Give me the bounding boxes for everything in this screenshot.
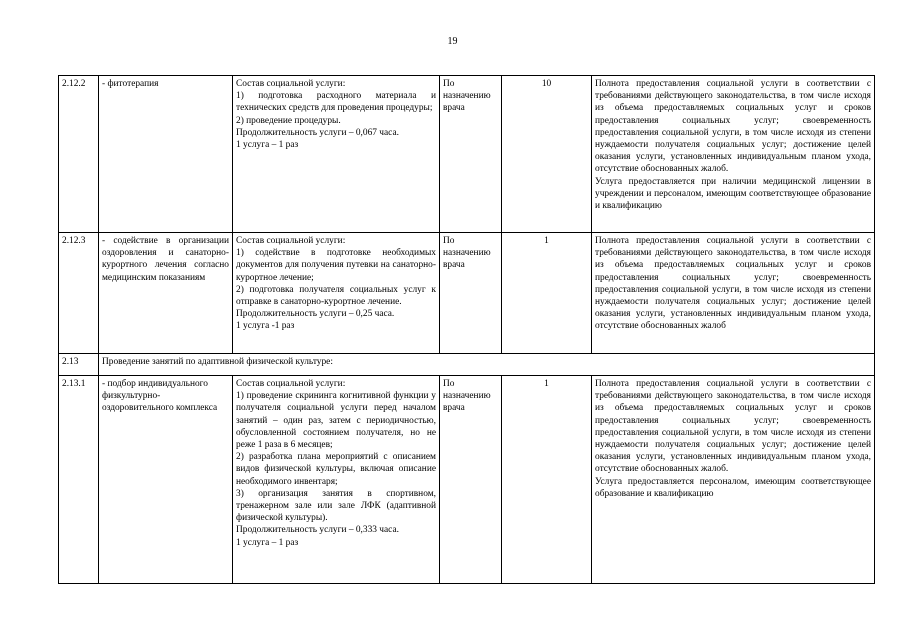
service-count: 1 [502, 376, 592, 584]
table-row [59, 76, 875, 233]
content-line: 1 услуга – 1 раз [236, 140, 299, 151]
service-content [233, 233, 440, 354]
table-row [59, 376, 875, 584]
service-frequency: По назначению врача [440, 233, 502, 354]
content-line: 1 услуга – 1 раз [236, 537, 299, 548]
service-content [233, 376, 440, 584]
section-row [59, 354, 875, 376]
service-name: - фитотерапия [99, 76, 233, 233]
criteria-paragraph: Полнота предоставления социальной услуги в соответствии с требованиями действующего законодательства, в том числе исходя из объема предоставляемых социальных услуг и сроков предоставления социальных услуг; своевременность предоставления социальной услуги, в том числе исходя из степени нуждаемости получателя социальных услуг; достижение целей оказания услуги, установленных индивидуальным планом ухода, отсутствие обоснованных жалоб [595, 236, 871, 332]
service-criteria [592, 76, 875, 233]
section-title: Проведение занятий по адаптивной физической культуре: [99, 354, 875, 376]
row-number: 2.12.2 [59, 76, 99, 233]
content-line: 2) подготовка получателя социальных услуг к отправке в санаторно-курортное лечение. [236, 284, 436, 308]
service-name: - подбор индивидуального физкультурно-оздоровительного комплекса [99, 376, 233, 584]
service-count: 1 [502, 233, 592, 354]
service-criteria [592, 233, 875, 354]
content-line: 2) проведение процедуры. [236, 115, 341, 126]
content-line: Продолжительность услуги – 0,067 часа. [236, 127, 399, 138]
criteria-paragraph: Услуга предоставляется при наличии медицинской лицензии в учреждении и персоналом, имеющим соответствующее образование и квалификацию [595, 176, 871, 212]
content-line: 2) разработка плана мероприятий с описанием видов физической культуры, включая описание необходимого инвентаря; [236, 452, 436, 487]
content-line: Продолжительность услуги – 0,25 часа. [236, 309, 395, 320]
content-line: 1) содействие в подготовке необходимых документов для получения путевки на санаторно-курортное лечение; [236, 248, 436, 283]
row-number: 2.13.1 [59, 376, 99, 584]
page-number: 19 [447, 36, 458, 47]
service-count: 10 [502, 76, 592, 233]
row-number: 2.12.3 [59, 233, 99, 354]
content-line: 3) организация занятия в спортивном, тренажерном зале или зале ЛФК (адаптивной физической культуры). [236, 488, 436, 524]
service-frequency: По назначению врача [440, 76, 502, 233]
content-line: Состав социальной услуги: [236, 79, 346, 89]
service-name: - содействие в организации оздоровления и санаторно-курортного лечения согласно медицинским показаниям [99, 233, 233, 354]
service-frequency: По назначению врача [440, 376, 502, 584]
table-row [59, 233, 875, 354]
content-line: 1 услуга -1 раз [236, 321, 295, 332]
service-content [233, 76, 440, 233]
content-line: Продолжительность услуги – 0,333 часа. [236, 525, 399, 536]
criteria-paragraph: Услуга предоставляется персоналом, имеющим соответствующее образование и квалификацию [595, 476, 871, 499]
content-line: 1) подготовка расходного материала и технических средств для проведения процедуры; [236, 91, 436, 114]
services-table [58, 75, 875, 584]
service-criteria [592, 376, 875, 584]
criteria-paragraph: Полнота предоставления социальной услуги в соответствии с требованиями действующего законодательства, в том числе исходя из объема предоставляемых социальных услуг и сроков предоставления социальных услуг; своевременность предоставления социальной услуги, в том числе исходя из степени нуждаемости получателя социальных услуг; достижение целей оказания услуги, установленных индивидуальным планом ухода, отсутствие обоснованных жалоб. [595, 379, 871, 475]
row-number: 2.13 [59, 354, 99, 376]
content-line: Состав социальной услуги: [236, 236, 346, 246]
content-line: 1) проведение скрининга когнитивной функции у получателя социальной услуги перед началом занятий – один раз, затем с периодичностью, обусловленной состоянием получателя, но не реже 1 раза в 6 месяцев; [236, 391, 436, 451]
content-line: Состав социальной услуги: [236, 379, 346, 389]
criteria-paragraph: Полнота предоставления социальной услуги в соответствии с требованиями действующего законодательства, в том числе исходя из объема предоставляемых социальных услуг и сроков предоставления социальных услуг; своевременность предоставления социальной услуги, в том числе исходя из степени нуждаемости получателя социальных услуг; достижение целей оказания услуги, установленных индивидуальным планом ухода, отсутствие обоснованных жалоб. [595, 79, 871, 175]
